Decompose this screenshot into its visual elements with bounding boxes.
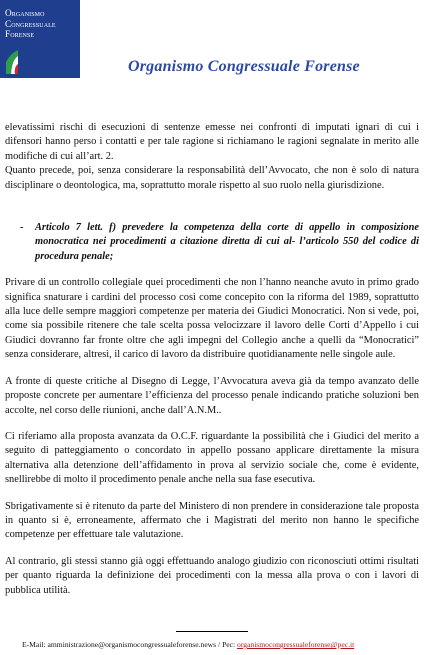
paragraph-2: Quanto precede, poi, senza considerare la responsabilità dell’Avvocato, che non è solo di natura disciplinare o deontologica, ma, soprattutto morale rispetto al suo ruolo nella giurisdizione.: [5, 165, 419, 191]
pec-link[interactable]: organismocongressualeforense@pec.it: [237, 640, 355, 649]
paragraph-5: Ci riferiamo alla proposta avanzata da O.C.F. riguardante la possibilità che i Giudici del merito a seguito di patteggiamento o concordato in appello possano applicare direttamente la misura alternativa alla detenzione dell’affidamento in prova al servizio sociale che, come è evidente, snellirebbe di molto il procedimento penale anche nella sua fase esecutiva.: [5, 430, 419, 486]
paragraph-1: elevatissimi rischi di esecuzioni di sentenze emesse nei confronti di imputati ignari di cui i difensori hanno perso i contatti e per tale ragione si richiamano le ragioni segnalate in merito alle modifiche di cui all’art. 2.: [5, 122, 419, 162]
header-title: Organismo Congressuale Forense: [128, 58, 360, 75]
italian-flag-icon: [4, 48, 20, 74]
logo-line-1: Organismo: [5, 8, 45, 18]
bullet-item: [5, 221, 419, 264]
pec-label: Pec:: [222, 640, 236, 649]
logo-line-3: Forense: [5, 29, 35, 39]
paragraph-7: Al contrario, gli stessi stanno già oggi effettuando analogo giudizio con riconosciuti ottimi risultati per quanto riguarda la definizione dei procedimenti con la messa alla prova o con i lavori di pubblica utilità.: [5, 555, 419, 596]
email-label: E-Mail:: [22, 640, 46, 649]
bullet-mark: -: [20, 222, 24, 234]
footer-contacts: [22, 640, 426, 649]
organization-logo: [0, 0, 80, 78]
footer-divider: [176, 631, 248, 632]
document-body: [5, 121, 419, 598]
paragraph-6: Sbrigativamente si è ritenuto da parte del Ministero di non prendere in considerazione tale proposta in quanto si è, erroneamente, affermato che i Magistrati del merito non hanno le specifiche competenze per effettuare tale valutazione.: [5, 500, 419, 541]
logo-text: [5, 8, 56, 40]
paragraph-3: Privare di un controllo collegiale quei procedimenti che non l’hanno neanche avuto in primo grado significa snaturare i cardini del processo così come concepito con la riforma del 1989, soprattutto alla luce delle sempre maggiori competenze per materia dei Giudici Monocratici. Non si vede, poi, come sia possibile ritenere che tale scelta possa velocizzare il lavoro delle Corti d’Appello i cui Giudici dovranno far fronte oltre che agli impegni del Collegio anche a quelli da “Monocratici” senza considerare, altresì, il carico di lavoro da distribuire quotidianamente nelle singole aule.: [5, 277, 419, 361]
paragraph-4: A fronte di queste critiche al Disegno di Legge, l’Avvocatura aveva già da tempo avanzato delle proposte concrete per aumentare l’efficienza del processo penale indicando pratiche soluzioni ben accolte, nel corso delle riunioni, anche dall’A.N.M..: [5, 375, 419, 416]
footer-separator: /: [218, 640, 221, 649]
bullet-text: Articolo 7 lett. f) prevedere la competenza della corte di appello in composizione monocratica nei procedimenti a citazione diretta di cui al- l’articolo 550 del codice di procedura penale;: [35, 222, 419, 262]
email-address[interactable]: amministrazione@organismocongressualeforense.news: [47, 640, 217, 649]
logo-line-2: Congressuale: [5, 18, 56, 29]
